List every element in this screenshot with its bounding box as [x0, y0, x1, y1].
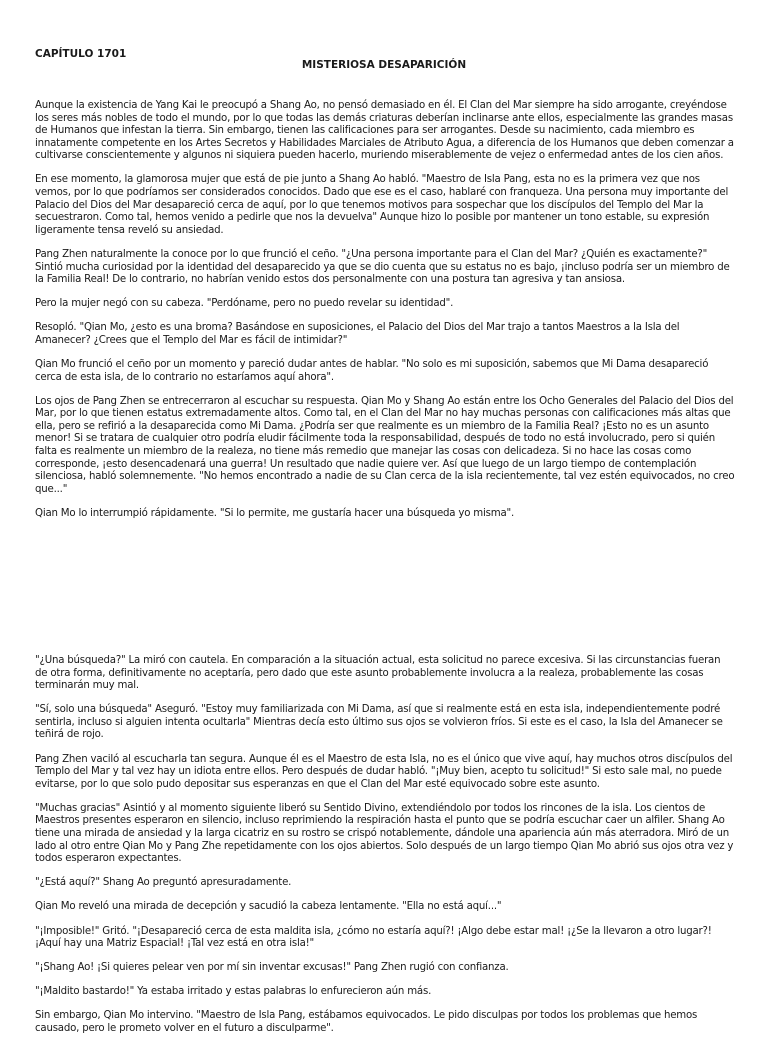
paragraph: Pang Zhen vaciló al escucharla tan segura. Aunque él es el Maestro de esta Isla, no es el único que vive aquí, hay muchos otros discípulos del Templo del Mar y tal vez hay un idiota entre ellos. Pero después de dudar habló. "¡Muy bien, acepto tu solicitud!" Si esto sale mal, no puede evitarse, por lo que solo pudo depositar sus esperanzas en que el Clan del Mar esté equivocado sobre este asunto.	[35, 753, 733, 790]
chapter-number: CAPÍTULO 1701	[35, 48, 127, 60]
paragraph: Qian Mo frunció el ceño por un momento y pareció dudar antes de hablar. "No solo es mi suposición, sabemos que Mi Dama desapareció cerca de esta isla, de lo contrario no estaríamos aquí ahora".	[35, 359, 709, 383]
paragraph: Aunque la existencia de Yang Kai le preocupó a Shang Ao, no pensó demasiado en él. El Clan del Mar siempre ha sido arrogante, creyéndose los seres más nobles de todo el mundo, por lo que todas las demás criaturas deberían inclinarse ante ellos, especialmente las grandes masas de Humanos que infestan la tierra. Sin embargo, tienen las calificaciones para ser arrogantes. Desde su nacimiento, cada miembro es innatamente competente en los Artes Secretos y Habilidades Marciales de Atributo Agua, a diferencia de los Humanos que deben comenzar a cultivarse conscientemente y algunos ni siquiera pueden hacerlo, muriendo miserablemente de vejez o enfermedad antes de los cien años.	[35, 100, 734, 162]
paragraph: Resopló. "Qian Mo, ¿esto es una broma? Basándose en suposiciones, el Palacio del Dios del Mar trajo a tantos Maestros a la Isla del Amanecer? ¿Crees que el Templo del Mar es fácil de intimidar?"	[35, 322, 680, 346]
paragraph: Qian Mo reveló una mirada de decepción y sacudió la cabeza lentamente. "Ella no está aquí..."	[35, 901, 502, 913]
paragraph: "¡Maldito bastardo!" Ya estaba irritado y estas palabras lo enfurecieron aún más.	[35, 986, 432, 998]
paragraph: Pang Zhen naturalmente la conoce por lo que frunció el ceño. "¿Una persona importante para el Clan del Mar? ¿Quién es exactamente?" Sintió mucha curiosidad por la identidad del desaparecido ya que se dio cuenta que su estatus no es bajo, ¡incluso podría ser un miembro de la Familia Real! De lo contrario, no habrían venido estos dos personalmente con una postura tan agresiva y tan ansiosa.	[35, 248, 730, 286]
text-block-top	[35, 100, 735, 532]
paragraph: "Muchas gracias" Asintió y al momento siguiente liberó su Sentido Divino, extendiéndolo por todos los rincones de la isla. Los cientos de Maestros presentes esperaron en silencio, incluso reprimiendo la respiración hasta el punto que se podría escuchar caer un alfiler. Shang Ao tiene una mirada de ansiedad y la larga cicatriz en su rostro se crispó notablemente, dándole una apariencia aún más aterradora. Miró de un lado al otro entre Qian Mo y Pang Zhe repetidamente con los ojos abiertos. Solo después de un largo tiempo Qian Mo abrió sus ojos otra vez y todos esperaron expectantes.	[35, 802, 734, 865]
paragraph: Los ojos de Pang Zhen se entrecerraron al escuchar su respuesta. Qian Mo y Shang Ao están entre los Ocho Generales del Palacio del Dios del Mar, por lo que tienen estatus extremadamente altos. Como tal, en el Clan del Mar no hay muchas personas con calificaciones más altas que ella, pero se refirió a la desaparecida como Mi Dama. ¿Podría ser que realmente es un miembro de la Familia Real? ¡Esto no es un asunto menor! Si se tratara de cualquier otro podría eludir fácilmente toda la responsabilidad, después de todo no está involucrado, pero si quién falta es realmente un miembro de la realeza, no tiene más remedio que manejar las cosas con delicadeza. Si no hace las cosas como corresponde, ¡esto desencadenará una guerra! Un resultado que nadie quiere ver. Así que luego de un largo tiempo de contemplación silenciosa, habló solemnemente. "No hemos encontrado a nadie de su Clan cerca de la isla recientemente, tal vez estén equivocados, no creo que..."	[35, 395, 735, 495]
paragraph: Sin embargo, Qian Mo intervino. "Maestro de Isla Pang, estábamos equivocados. Le pido disculpas por todos los problemas que hemos causado, pero le prometo volver en el futuro a disculparme".	[35, 1010, 698, 1034]
text-block-bottom	[35, 655, 735, 1047]
paragraph: Pero la mujer negó con su cabeza. "Perdóname, pero no puedo revelar su identidad".	[35, 298, 454, 310]
paragraph: Qian Mo lo interrumpió rápidamente. "Si lo permite, me gustaría hacer una búsqueda yo misma".	[35, 507, 515, 519]
paragraph: En ese momento, la glamorosa mujer que está de pie junto a Shang Ao habló. "Maestro de Isla Pang, esta no es la primera vez que nos vemos, por lo que podríamos ser considerados conocidos. Dado que ese es el caso, hablaré con franqueza. Una persona muy importante del Palacio del Dios del Mar desapareció cerca de aquí, por lo que tenemos motivos para sospechar que los discípulos del Templo del Mar la secuestraron. Como tal, hemos venido a pedirle que nos la devuelva" Aunque hizo lo posible por mantener un tono estable, su expresión ligeramente tensa reveló su ansiedad.	[35, 174, 729, 236]
paragraph: "¿Está aquí?" Shang Ao preguntó apresuradamente.	[35, 877, 292, 889]
paragraph: "Sí, solo una búsqueda" Aseguró. "Estoy muy familiarizada con Mi Dama, así que si realmente está en esta isla, independientemente podré sentirla, incluso si alguien intenta ocultarla" Mientras decía esto último sus ojos se volvieron fríos. Si este es el caso, la Isla del Amanecer se teñirá de rojo.	[35, 704, 723, 741]
paragraph: "¡Imposible!" Gritó. "¡Desapareció cerca de esta maldita isla, ¿cómo no estaría aquí?! ¡Algo debe estar mal! ¡¿Se la llevaron a otro lugar?! ¡Aquí hay una Matriz Espacial! ¡Tal vez está en otra isla!"	[35, 925, 712, 950]
paragraph: "¿Una búsqueda?" La miró con cautela. En comparación a la situación actual, esta solicitud no parece excesiva. Si las circunstancias fueran de otra forma, definitivamente no aceptaría, pero dado que este asunto probablemente involucra a la realeza, probablemente las cosas terminarán muy mal.	[35, 655, 721, 692]
chapter-title: MISTERIOSA DESAPARICIÓN	[301, 59, 467, 71]
paragraph: "¡Shang Ao! ¡Si quieres pelear ven por mí sin inventar excusas!" Pang Zhen rugió con confianza.	[35, 962, 509, 974]
